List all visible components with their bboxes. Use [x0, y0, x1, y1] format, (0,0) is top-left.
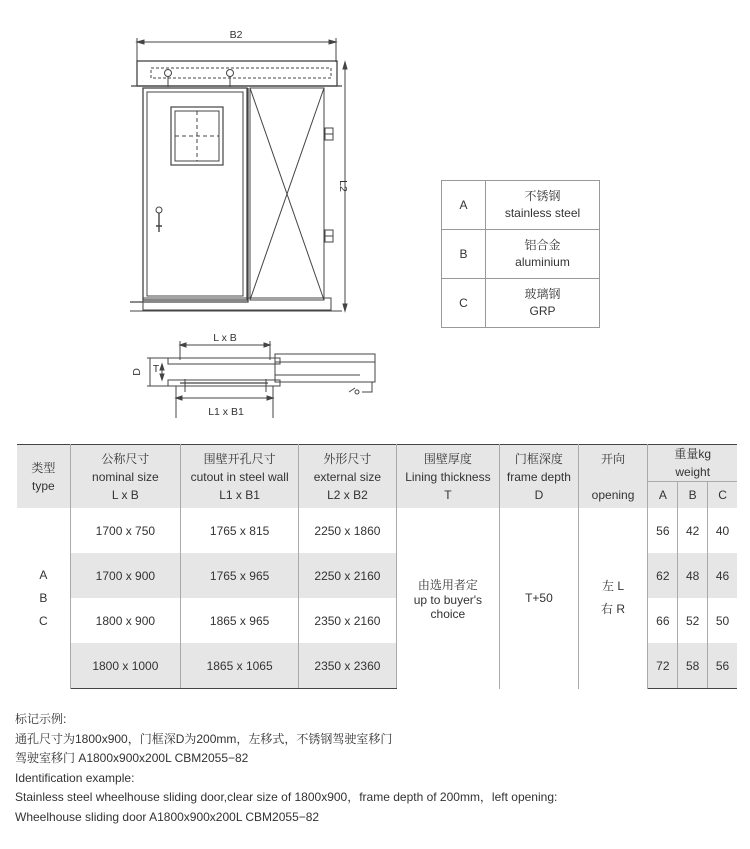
nominal-size: 1700 x 900 [70, 553, 180, 598]
opening-right: 右 R [601, 602, 626, 617]
type-c: C [39, 613, 48, 628]
note-en-heading: Identification example: [15, 770, 135, 785]
cutout-size: 1865 x 965 [181, 598, 299, 643]
material-zh: 铝合金 [524, 238, 561, 252]
header-lining [396, 445, 499, 509]
plan-roller-arm [349, 388, 355, 392]
nominal-size: 1700 x 750 [70, 508, 180, 553]
type-cell [17, 508, 70, 689]
opening-cell [578, 508, 648, 689]
material-en: GRP [529, 304, 556, 318]
roller-right-icon [227, 70, 234, 77]
header-opening [578, 445, 648, 509]
material-name [486, 279, 600, 328]
b2-arrow-left [137, 40, 144, 44]
b2-arrow-right [329, 40, 336, 44]
header-lining-zh: 围壁厚度 [423, 451, 472, 466]
frame-edge [130, 88, 248, 302]
door-leaf [143, 88, 247, 300]
t-arrow-top [160, 364, 164, 370]
header-weight [648, 445, 737, 482]
material-code: B [442, 230, 486, 279]
lining-en-2: choice [430, 606, 466, 621]
material-en: aluminium [515, 255, 570, 269]
weight-a: 56 [648, 508, 678, 553]
material-row-b [442, 230, 600, 279]
note-en-line-1: Stainless steel wheelhouse sliding door,clear size of 1800x900，frame depth of 200mm，left opening: [15, 790, 558, 804]
weight-c: 50 [715, 613, 730, 628]
l2-arrow-top [343, 62, 347, 69]
lining-zh: 由选用者定 [417, 577, 478, 592]
weight-a: 72 [648, 643, 678, 689]
header-frame-zh: 门框深度 [514, 451, 563, 466]
header-nominal-en: nominal size [92, 469, 159, 484]
plan-top-wall [168, 358, 280, 364]
note-zh-line-2: 驾驶室移门 A1800x900x200L CBM2055−82 [15, 751, 249, 765]
note-en-line-2: Wheelhouse sliding door A1800x900x200L CBM2055−82 [15, 809, 320, 824]
header-lining-en: Lining thickness [405, 469, 491, 484]
material-en: stainless steel [504, 206, 581, 220]
header-external [299, 445, 396, 509]
header-weight-b: B [678, 482, 708, 509]
cutout-size: 1765 x 965 [181, 553, 299, 598]
roller-left-icon [165, 70, 172, 77]
header-type [17, 445, 70, 509]
spec-header-row [17, 445, 737, 482]
material-name [486, 230, 600, 279]
header-weight-en: weight [675, 465, 711, 479]
l1b1-arrow-right [267, 396, 273, 400]
header-nominal [70, 445, 180, 509]
lining-en-1: up to buyer's [413, 592, 483, 607]
label-t: T [152, 363, 160, 375]
header-type-en: type [32, 478, 55, 493]
label-b2: B2 [229, 29, 243, 41]
weight-b: 42 [678, 508, 708, 553]
top-track-slot [151, 68, 331, 78]
door-leaf-inner [147, 92, 243, 296]
external-size: 2350 x 2360 [299, 643, 396, 689]
type-a: A [39, 567, 48, 582]
material-legend [441, 180, 600, 328]
cutout-size: 1865 x 1065 [181, 643, 299, 689]
frame-depth-cell: T+50 [500, 508, 579, 689]
header-cutout-zh: 围壁开孔尺寸 [203, 451, 276, 466]
header-cutout-sym: L1 x B1 [219, 487, 260, 502]
lxb-arrow-right [264, 343, 270, 347]
opening-left: 左 L [602, 579, 625, 594]
label-d: D [131, 368, 143, 376]
nominal-size: 1800 x 1000 [70, 643, 180, 689]
header-weight-a: A [648, 482, 678, 509]
header-nominal-zh: 公称尺寸 [101, 451, 150, 466]
type-b: B [39, 590, 48, 605]
spec-table [17, 444, 737, 689]
material-row-a [442, 181, 600, 230]
header-cutout-en: cutout in steel wall [190, 469, 289, 484]
top-track-housing [137, 61, 337, 86]
header-frame-en: frame depth [506, 469, 571, 484]
header-weight-zh: 重量kg [674, 447, 712, 461]
header-external-en: external size [313, 469, 382, 484]
external-size: 2350 x 2160 [299, 598, 396, 643]
plan-roller-icon [355, 390, 359, 394]
material-code: A [442, 181, 486, 230]
l1b1-arrow-left [176, 396, 182, 400]
header-external-sym: L2 x B2 [327, 487, 368, 502]
plan-slide-pocket [275, 354, 375, 382]
identification-notes [15, 710, 557, 827]
label-l2: L2 [337, 180, 349, 192]
weight-a: 66 [648, 598, 678, 643]
header-cutout [181, 445, 299, 509]
header-type-zh: 类型 [31, 460, 56, 475]
header-opening-zh: 开向 [601, 451, 626, 466]
cutout-size: 1765 x 815 [181, 508, 299, 553]
header-nominal-sym: L x B [111, 487, 139, 502]
header-opening-en: opening [591, 487, 635, 502]
material-zh: 玻璃钢 [524, 287, 561, 301]
header-weight-c: C [708, 482, 737, 509]
door-handle-icon [156, 207, 162, 213]
label-l1xb1: L1 x B1 [208, 406, 244, 418]
door-handle-lever [156, 213, 162, 232]
external-size: 2250 x 2160 [299, 553, 396, 598]
lxb-arrow-left [180, 343, 186, 347]
header-lining-sym: T [444, 487, 452, 502]
label-lxb: L x B [213, 332, 237, 344]
external-size: 2250 x 1860 [299, 508, 396, 553]
lining-cell [396, 508, 499, 689]
material-zh: 不锈钢 [524, 189, 561, 203]
weight-b: 48 [678, 553, 708, 598]
header-frame-depth [500, 445, 579, 509]
note-zh-heading: 标记示例: [15, 712, 67, 726]
weight-c: 56 [708, 643, 737, 689]
weight-a: 62 [648, 553, 678, 598]
table-row [17, 508, 737, 553]
weight-c: 40 [715, 523, 730, 538]
plan-pocket-end [360, 382, 372, 392]
material-row-c [442, 279, 600, 328]
weight-b: 58 [678, 643, 708, 689]
header-external-zh: 外形尺寸 [323, 451, 372, 466]
header-frame-sym: D [534, 487, 544, 502]
nominal-size: 1800 x 900 [70, 598, 180, 643]
weight-c: 46 [708, 553, 737, 598]
note-zh-line-1: 通孔尺寸为1800x900，门框深D为200mm，左移式，不锈钢驾驶室移门 [15, 731, 393, 746]
material-name [486, 181, 600, 230]
material-code: C [442, 279, 486, 328]
weight-b: 52 [678, 598, 708, 643]
l2-arrow-bottom [343, 304, 347, 311]
t-arrow-bottom [160, 374, 164, 380]
